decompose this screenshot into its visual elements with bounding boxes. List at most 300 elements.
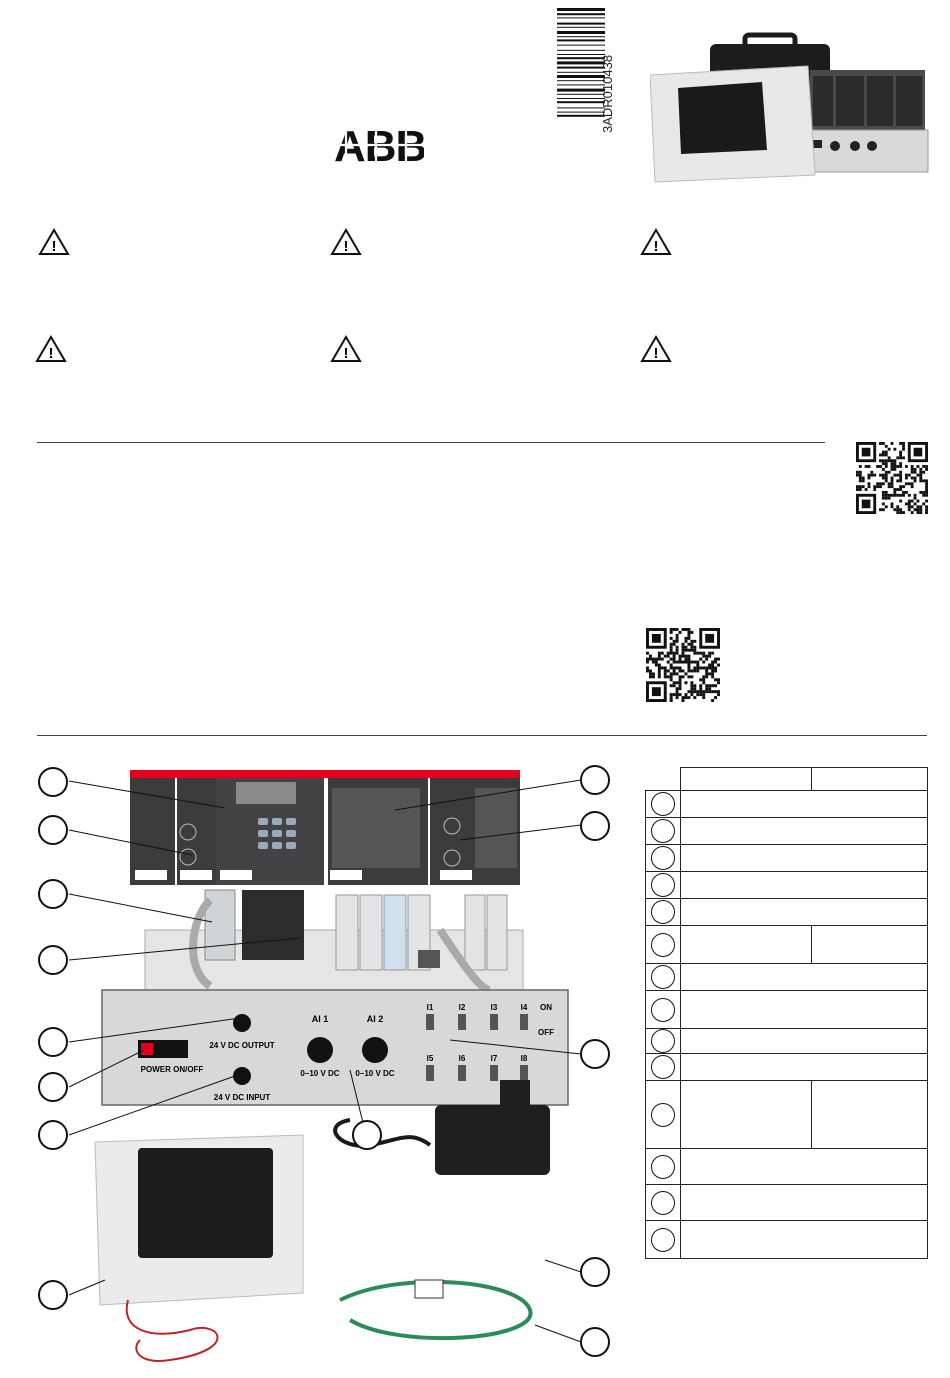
label-switch-i6: I6: [458, 1054, 466, 1063]
qr-module: [693, 640, 696, 643]
qr-module: [919, 491, 922, 494]
row-number-marker: [651, 846, 675, 870]
qr-module: [693, 669, 696, 672]
qr-module: [899, 462, 902, 465]
warning-icon: [640, 335, 672, 363]
qr-module: [911, 471, 914, 474]
qr-module: [684, 637, 687, 640]
qr-module: [905, 477, 908, 480]
row-number-marker: [651, 900, 675, 924]
qr-module: [916, 474, 919, 477]
qr-module: [684, 628, 687, 631]
qr-module: [885, 479, 888, 482]
qr-module: [682, 649, 685, 652]
qr-module: [856, 485, 859, 488]
label-switch-i3: I3: [490, 1003, 498, 1012]
qr-module: [699, 658, 702, 661]
qr-module: [679, 669, 682, 672]
ai1-knob: [307, 1037, 333, 1063]
qr-module: [902, 448, 905, 451]
qr-module: [891, 459, 894, 462]
qr-module: [684, 696, 687, 699]
qr-module: [876, 482, 879, 485]
qr-module: [676, 649, 679, 652]
qr-module: [690, 690, 693, 693]
qr-module: [667, 675, 670, 678]
callout-marker: [352, 1120, 382, 1150]
qr-module: [885, 491, 888, 494]
qr-module: [714, 669, 717, 672]
label-switch-i8: I8: [520, 1054, 528, 1063]
input-jack: [233, 1067, 251, 1085]
qr-module: [705, 658, 708, 661]
qr-module: [916, 505, 919, 508]
qr-module: [870, 474, 873, 477]
qr-module: [911, 482, 914, 485]
qr-module: [690, 631, 693, 634]
qr-module: [679, 684, 682, 687]
qr-module: [905, 465, 908, 468]
qr-module: [893, 474, 896, 477]
qr-module: [673, 655, 676, 658]
svg-text:!: !: [343, 238, 349, 255]
row-number-marker: [651, 965, 675, 989]
qr-module: [891, 479, 894, 482]
qr-module: [702, 681, 705, 684]
barcode-bar: [557, 36, 605, 37]
qr-module: [676, 666, 679, 669]
qr-module: [664, 672, 667, 675]
qr-module: [882, 494, 885, 497]
qr-module: [684, 649, 687, 652]
qr-module: [717, 693, 720, 696]
qr-module: [682, 661, 685, 664]
qr-module: [670, 628, 673, 631]
qr-module: [705, 672, 708, 675]
component-diagram: [20, 760, 620, 1370]
qr-module: [667, 655, 670, 658]
label-switch-i1: I1: [426, 1003, 434, 1012]
qr-module: [652, 661, 655, 664]
qr-module: [676, 640, 679, 643]
qr-module: [711, 690, 714, 693]
qr-module: [649, 675, 652, 678]
qr-module: [914, 477, 917, 480]
qr-module: [882, 459, 885, 462]
qr-module: [893, 465, 896, 468]
qr-module: [914, 494, 917, 497]
qr-module: [646, 658, 649, 661]
qr-module: [899, 471, 902, 474]
qr-module: [856, 471, 859, 474]
barcode-bar: [557, 50, 605, 51]
qr-module: [905, 482, 908, 485]
barcode-bar: [557, 8, 605, 11]
qr-module: [919, 468, 922, 471]
qr-module: [684, 681, 687, 684]
qr-module: [899, 500, 902, 503]
qr-module: [679, 675, 682, 678]
qr-module: [679, 666, 682, 669]
qr-module: [684, 672, 687, 675]
qr-module: [652, 658, 655, 661]
qr-module: [676, 672, 679, 675]
qr-module: [882, 482, 885, 485]
qr-module: [879, 508, 882, 511]
qr-finder: [705, 634, 714, 643]
qr-module: [888, 497, 891, 500]
qr-module: [673, 643, 676, 646]
warning-icon: [640, 228, 672, 256]
qr-module: [856, 488, 859, 491]
qr-module: [679, 693, 682, 696]
qr-module: [885, 445, 888, 448]
qr-module: [893, 462, 896, 465]
qr-module: [922, 494, 925, 497]
qr-module: [873, 474, 876, 477]
qr-module: [649, 658, 652, 661]
callout-marker: [580, 1257, 610, 1287]
qr-module: [922, 471, 925, 474]
qr-module: [891, 468, 894, 471]
barcode-bar: [557, 39, 605, 41]
qr-code: [646, 628, 720, 702]
qr-module: [885, 462, 888, 465]
qr-module: [911, 485, 914, 488]
qr-module: [676, 637, 679, 640]
qr-module: [682, 646, 685, 649]
qr-module: [687, 655, 690, 658]
callout-marker: [38, 1072, 68, 1102]
qr-module: [658, 664, 661, 667]
qr-module: [670, 678, 673, 681]
power-supply: [435, 1105, 550, 1175]
barcode-bar: [557, 80, 605, 81]
qr-module: [673, 684, 676, 687]
qr-module: [682, 643, 685, 646]
qr-module: [661, 658, 664, 661]
qr-module: [925, 508, 928, 511]
qr-module: [908, 494, 911, 497]
qr-module: [687, 696, 690, 699]
callout-marker: [580, 765, 610, 795]
qr-module: [873, 485, 876, 488]
qr-module: [714, 666, 717, 669]
qr-module: [693, 696, 696, 699]
qr-module: [711, 669, 714, 672]
label-ai2: AI 2: [366, 1014, 384, 1024]
qr-module: [893, 488, 896, 491]
qr-module: [896, 494, 899, 497]
label-off: OFF: [538, 1028, 554, 1037]
qr-module: [882, 468, 885, 471]
qr-module: [893, 468, 896, 471]
qr-module: [899, 485, 902, 488]
qr-module: [899, 451, 902, 454]
qr-module: [868, 477, 871, 480]
qr-code[interactable]: [856, 442, 928, 514]
callout-marker: [580, 1327, 610, 1357]
qr-module: [911, 511, 914, 514]
qr-module: [664, 675, 667, 678]
qr-module: [708, 664, 711, 667]
qr-module: [896, 479, 899, 482]
svg-text:!: !: [48, 345, 54, 362]
qr-module: [899, 494, 902, 497]
qr-module: [882, 508, 885, 511]
qr-module: [670, 675, 673, 678]
qr-module: [925, 491, 928, 494]
qr-module: [670, 649, 673, 652]
qr-module: [879, 454, 882, 457]
qr-module: [914, 508, 917, 511]
qr-module: [693, 661, 696, 664]
qr-module: [868, 482, 871, 485]
qr-module: [905, 491, 908, 494]
qr-module: [717, 678, 720, 681]
qr-module: [882, 477, 885, 480]
qr-module: [879, 442, 882, 445]
qr-finder: [652, 634, 661, 643]
qr-module: [705, 684, 708, 687]
qr-module: [914, 468, 917, 471]
qr-module: [684, 640, 687, 643]
qr-module: [682, 652, 685, 655]
qr-module: [899, 442, 902, 445]
qr-module: [856, 474, 859, 477]
qr-module: [684, 646, 687, 649]
qr-module: [658, 666, 661, 669]
qr-module: [687, 669, 690, 672]
qr-module: [879, 485, 882, 488]
qr-module: [670, 699, 673, 702]
qr-module: [873, 488, 876, 491]
qr-module: [661, 666, 664, 669]
qr-finder: [862, 500, 871, 509]
qr-module: [711, 699, 714, 702]
qr-module: [693, 666, 696, 669]
qr-module: [699, 690, 702, 693]
qr-module: [885, 497, 888, 500]
qr-module: [670, 652, 673, 655]
qr-module: [714, 661, 717, 664]
qr-module: [699, 693, 702, 696]
qr-finder: [652, 687, 661, 696]
qr-module: [661, 652, 664, 655]
qr-module: [687, 690, 690, 693]
barcode-bar: [557, 54, 605, 55]
qr-module: [690, 687, 693, 690]
warning-icon: [38, 228, 70, 256]
qr-module: [714, 678, 717, 681]
barcode-bar: [557, 101, 605, 103]
qr-module: [673, 681, 676, 684]
qr-module: [891, 477, 894, 480]
qr-module: [908, 500, 911, 503]
qr-module: [682, 675, 685, 678]
qr-module: [702, 690, 705, 693]
qr-module: [682, 628, 685, 631]
qr-module: [717, 690, 720, 693]
section-divider: [37, 442, 825, 443]
qr-module: [676, 693, 679, 696]
qr-module: [919, 479, 922, 482]
plc-modules: [130, 770, 520, 885]
qr-module: [670, 664, 673, 667]
qr-module: [708, 672, 711, 675]
qr-module: [862, 477, 865, 480]
qr-module: [859, 465, 862, 468]
qr-module: [693, 649, 696, 652]
abb-logo-text: ABB: [334, 126, 424, 164]
qr-module: [664, 655, 667, 658]
qr-module: [673, 658, 676, 661]
qr-module: [902, 511, 905, 514]
qr-module: [679, 681, 682, 684]
qr-module: [652, 675, 655, 678]
qr-module: [676, 690, 679, 693]
qr-module: [693, 646, 696, 649]
svg-text:!: !: [653, 345, 659, 362]
qr-module: [905, 502, 908, 505]
qr-module: [711, 675, 714, 678]
label-switch-i7: I7: [490, 1054, 498, 1063]
qr-module: [670, 643, 673, 646]
qr-module: [893, 448, 896, 451]
qr-module: [902, 494, 905, 497]
qr-module: [891, 485, 894, 488]
label-on: ON: [540, 1003, 552, 1012]
row-number-marker: [651, 1191, 675, 1215]
qr-module: [699, 684, 702, 687]
qr-module: [687, 666, 690, 669]
label-switch-i5: I5: [426, 1054, 434, 1063]
qr-module: [885, 451, 888, 454]
qr-module: [882, 442, 885, 445]
qr-module: [882, 462, 885, 465]
qr-module: [693, 687, 696, 690]
qr-module: [896, 465, 899, 468]
qr-module: [919, 474, 922, 477]
qr-module: [702, 652, 705, 655]
qr-module: [690, 675, 693, 678]
qr-module: [891, 462, 894, 465]
qr-module: [699, 666, 702, 669]
qr-module: [888, 456, 891, 459]
qr-module: [922, 502, 925, 505]
qr-module: [676, 681, 679, 684]
qr-module: [899, 456, 902, 459]
barcode-bar: [557, 75, 605, 78]
qr-module: [899, 477, 902, 480]
row-number-marker: [651, 873, 675, 897]
qr-module: [885, 471, 888, 474]
qr-module: [925, 465, 928, 468]
qr-module: [673, 666, 676, 669]
qr-module: [711, 684, 714, 687]
qr-module: [865, 488, 868, 491]
qr-module: [658, 652, 661, 655]
barcode-bar: [557, 89, 605, 92]
svg-text:!: !: [343, 345, 349, 362]
qr-module: [714, 690, 717, 693]
qr-module: [899, 488, 902, 491]
qr-module: [673, 628, 676, 631]
product-photo: [650, 30, 930, 185]
qr-module: [655, 661, 658, 664]
qr-module: [919, 505, 922, 508]
qr-module: [882, 454, 885, 457]
qr-module: [687, 634, 690, 637]
row-number-marker: [651, 1055, 675, 1079]
qr-module: [693, 690, 696, 693]
qr-module: [862, 479, 865, 482]
barcode-bar: [557, 13, 605, 15]
qr-module: [711, 672, 714, 675]
qr-module: [922, 465, 925, 468]
qr-module: [702, 661, 705, 664]
label-input: 24 V DC INPUT: [213, 1093, 271, 1102]
callout-marker: [38, 1120, 68, 1150]
qr-module: [664, 666, 667, 669]
qr-module: [670, 637, 673, 640]
row-number-marker: [651, 1103, 675, 1127]
qr-module: [879, 474, 882, 477]
qr-module: [670, 684, 673, 687]
qr-module: [702, 678, 705, 681]
qr-module: [899, 465, 902, 468]
component-table: [645, 767, 928, 1259]
qr-module: [687, 649, 690, 652]
qr-module: [682, 655, 685, 658]
qr-module: [670, 672, 673, 675]
touch-panel-screen: [138, 1148, 273, 1258]
qr-module: [687, 628, 690, 631]
qr-module: [888, 482, 891, 485]
barcode-bar: [557, 84, 605, 85]
row-number-marker: [651, 792, 675, 816]
qr-module: [690, 693, 693, 696]
qr-module: [696, 661, 699, 664]
qr-module: [925, 505, 928, 508]
qr-module: [885, 477, 888, 480]
barcode-bar: [557, 72, 605, 73]
qr-module: [714, 684, 717, 687]
qr-module: [690, 640, 693, 643]
qr-module: [916, 500, 919, 503]
qr-module: [658, 658, 661, 661]
qr-module: [676, 652, 679, 655]
ai2-knob: [362, 1037, 388, 1063]
qr-module: [699, 678, 702, 681]
qr-module: [891, 465, 894, 468]
warning-icon: [35, 335, 67, 363]
qr-module: [911, 477, 914, 480]
qr-module: [646, 661, 649, 664]
qr-module: [699, 652, 702, 655]
qr-module: [693, 652, 696, 655]
qr-module: [682, 669, 685, 672]
qr-module: [679, 661, 682, 664]
qr-module: [676, 646, 679, 649]
qr-module: [868, 485, 871, 488]
qr-module: [888, 471, 891, 474]
qr-module: [705, 666, 708, 669]
qr-module: [919, 508, 922, 511]
barcode-bar: [557, 112, 605, 113]
qr-module: [667, 669, 670, 672]
barcode-bar: [557, 31, 605, 34]
